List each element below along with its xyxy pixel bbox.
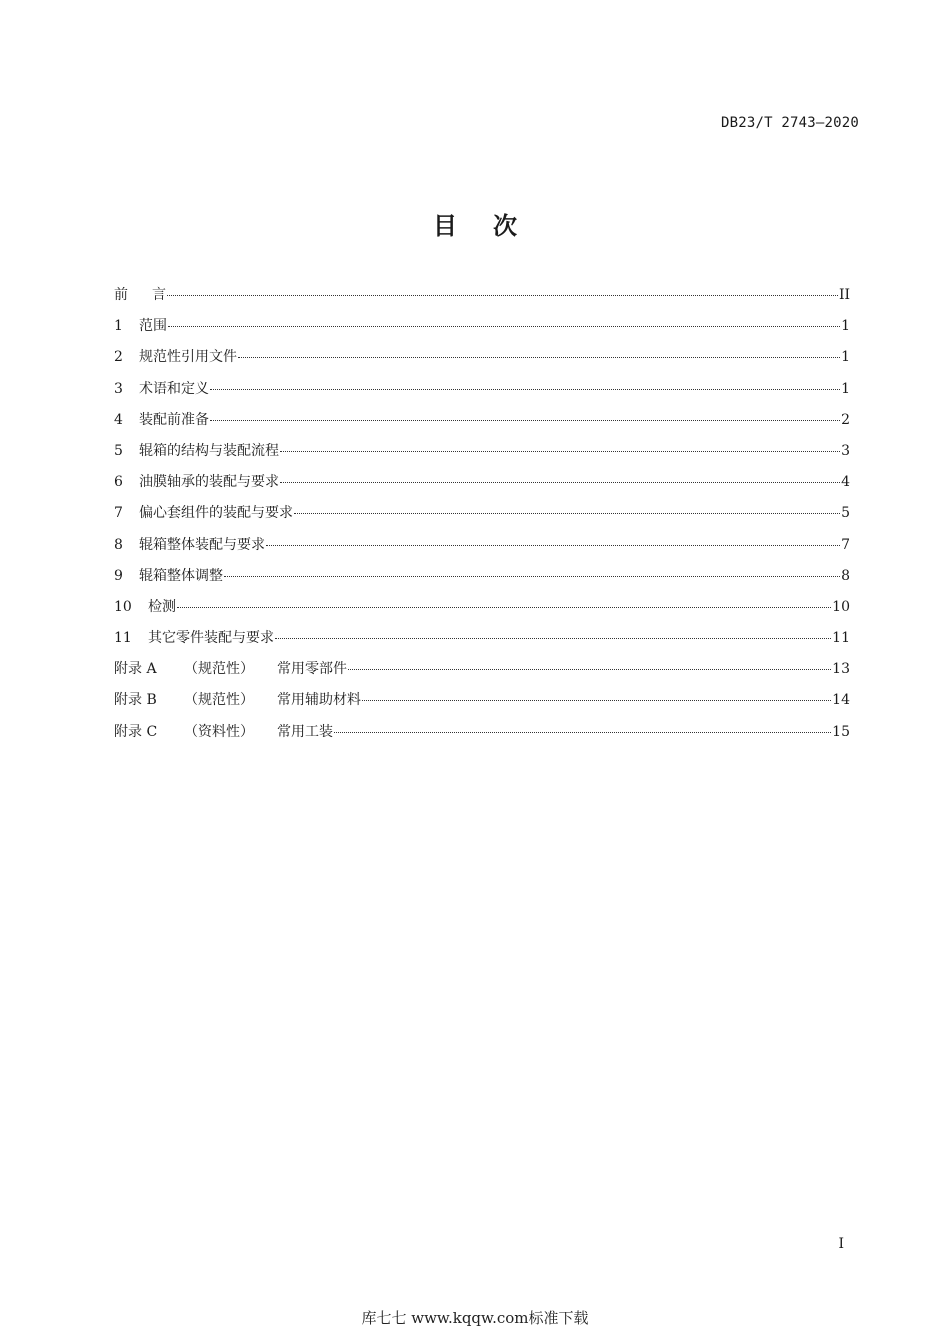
toc-entry-section-10[interactable] xyxy=(114,596,850,627)
toc-page-number: 13 xyxy=(832,661,850,678)
toc-leader-dots xyxy=(210,389,840,390)
footer-page-number: I xyxy=(838,1236,844,1252)
toc-annex-number: 附录 A xyxy=(114,661,157,678)
toc-page-number: II xyxy=(838,287,850,303)
toc-annex-label: 常用工装 xyxy=(277,723,333,740)
toc-leader-dots xyxy=(177,607,831,608)
toc-page-number: 4 xyxy=(841,474,850,491)
toc-page-number: 8 xyxy=(841,567,850,584)
toc-page-number: 1 xyxy=(841,380,850,397)
toc-section-number: 10 xyxy=(114,598,132,615)
toc-preface-char-2: 言 xyxy=(152,287,166,303)
toc-leader-dots xyxy=(168,326,840,327)
toc-page-number: 3 xyxy=(841,442,850,459)
toc-section-number: 5 xyxy=(114,442,123,459)
toc-section-label: 术语和定义 xyxy=(139,380,209,397)
toc-page-number: 5 xyxy=(841,505,850,522)
toc-leader-dots xyxy=(167,295,838,296)
toc-entry-section-5[interactable] xyxy=(114,440,850,471)
title-char-1: 目 xyxy=(433,212,457,240)
toc-entry-annex-c[interactable] xyxy=(114,721,850,752)
table-of-contents xyxy=(114,284,850,752)
toc-section-number: 2 xyxy=(114,349,123,366)
toc-section-number: 6 xyxy=(114,474,123,491)
toc-page-number: 11 xyxy=(832,630,850,647)
toc-entry-section-9[interactable] xyxy=(114,565,850,596)
toc-leader-dots xyxy=(238,357,840,358)
toc-section-number: 8 xyxy=(114,536,123,553)
toc-section-label: 辊箱的结构与装配流程 xyxy=(139,442,279,459)
toc-section-label: 其它零件装配与要求 xyxy=(148,630,274,647)
toc-annex-classification: （规范性） xyxy=(184,692,254,709)
toc-section-label: 偏心套组件的装配与要求 xyxy=(139,505,293,522)
toc-leader-dots xyxy=(348,669,831,670)
toc-preface-label xyxy=(114,284,166,304)
toc-entry-section-3[interactable] xyxy=(114,378,850,409)
toc-preface-char-1: 前 xyxy=(114,287,128,303)
toc-leader-dots xyxy=(266,545,840,546)
toc-leader-dots xyxy=(224,576,840,577)
toc-entry-section-7[interactable] xyxy=(114,502,850,533)
toc-leader-dots xyxy=(362,700,831,701)
toc-section-number: 1 xyxy=(114,318,123,335)
toc-entry-section-4[interactable] xyxy=(114,409,850,440)
toc-entry-preface[interactable] xyxy=(114,284,850,315)
document-code: DB23/T 2743—2020 xyxy=(720,115,859,131)
toc-section-label: 检测 xyxy=(148,598,176,615)
toc-section-number: 3 xyxy=(114,380,123,397)
toc-page-number: 2 xyxy=(841,411,850,428)
toc-entry-section-8[interactable] xyxy=(114,534,850,565)
toc-page-number: 15 xyxy=(832,723,850,740)
toc-entry-section-2[interactable] xyxy=(114,346,850,377)
toc-leader-dots xyxy=(210,420,840,421)
toc-annex-number: 附录 B xyxy=(114,692,157,709)
toc-annex-label: 常用辅助材料 xyxy=(277,692,361,709)
toc-section-number: 11 xyxy=(114,630,132,647)
toc-section-label: 规范性引用文件 xyxy=(139,349,237,366)
toc-leader-dots xyxy=(275,638,831,639)
toc-entry-section-1[interactable] xyxy=(114,315,850,346)
toc-leader-dots xyxy=(280,482,840,483)
toc-leader-dots xyxy=(294,513,840,514)
title-char-2: 次 xyxy=(493,212,517,240)
toc-entry-section-11[interactable] xyxy=(114,627,850,658)
toc-leader-dots xyxy=(280,451,840,452)
toc-page-number: 1 xyxy=(841,318,850,335)
toc-page-number: 7 xyxy=(841,536,850,553)
toc-leader-dots xyxy=(334,732,831,733)
toc-entry-annex-b[interactable] xyxy=(114,689,850,720)
toc-entry-section-6[interactable] xyxy=(114,471,850,502)
toc-section-label: 辊箱整体调整 xyxy=(139,567,223,584)
toc-annex-label: 常用零部件 xyxy=(277,661,347,678)
toc-annex-number: 附录 C xyxy=(114,723,158,740)
toc-annex-classification: （规范性） xyxy=(184,661,254,678)
footer-watermark: 库七七 www.kqqw.com标准下载 xyxy=(361,1309,589,1327)
toc-section-label: 辊箱整体装配与要求 xyxy=(139,536,265,553)
toc-section-label: 装配前准备 xyxy=(139,411,209,428)
toc-entry-annex-a[interactable] xyxy=(114,658,850,689)
page-title xyxy=(0,206,950,241)
toc-section-label: 油膜轴承的装配与要求 xyxy=(139,474,279,491)
toc-section-label: 范围 xyxy=(139,318,167,335)
toc-section-number: 7 xyxy=(114,505,123,522)
toc-section-number: 4 xyxy=(114,411,123,428)
toc-page-number: 1 xyxy=(841,349,850,366)
toc-page-number: 14 xyxy=(832,692,850,709)
toc-section-number: 9 xyxy=(114,567,123,584)
toc-annex-classification: （资料性） xyxy=(184,723,254,740)
toc-page-number: 10 xyxy=(832,598,850,615)
